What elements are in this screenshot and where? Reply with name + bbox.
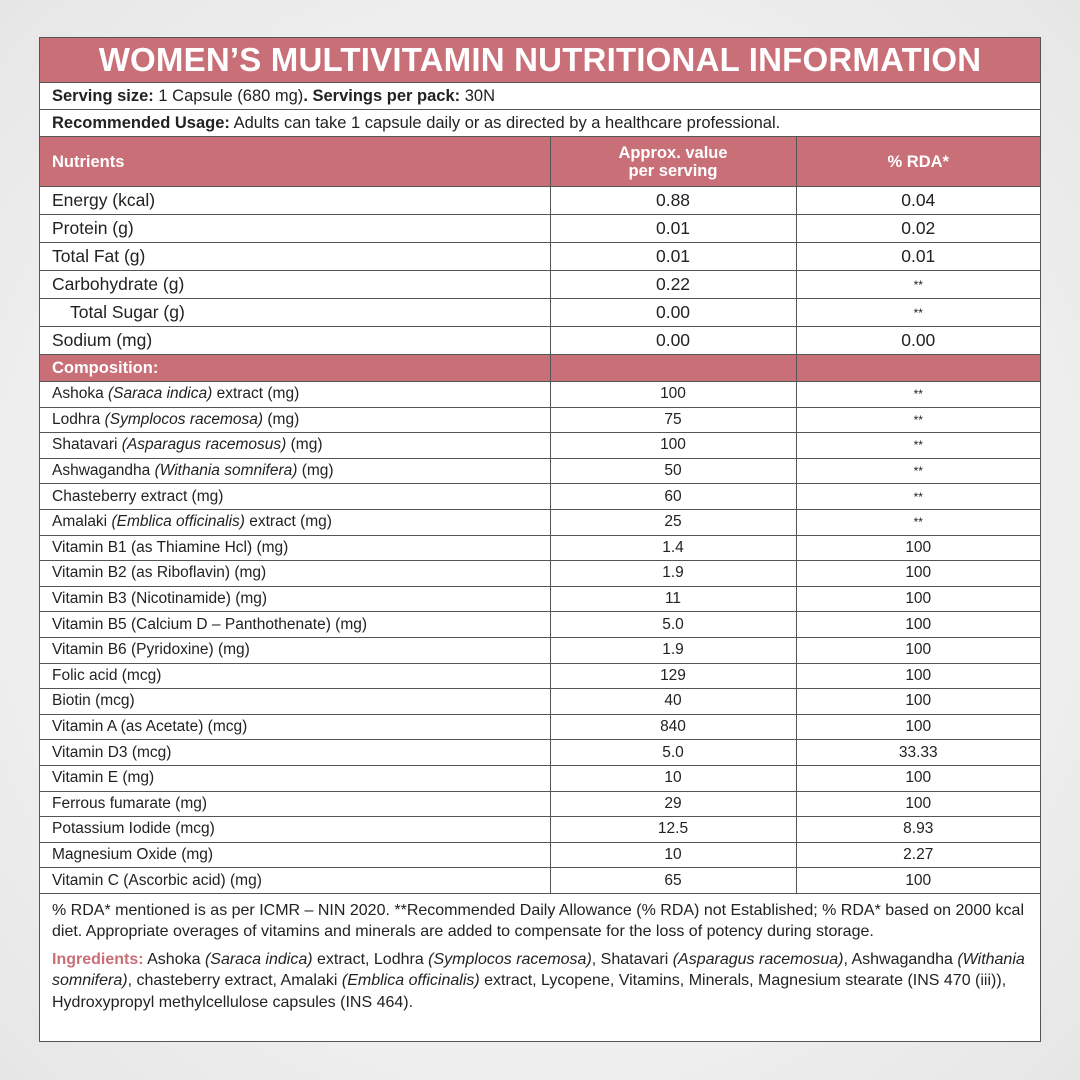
composition-name [40,689,550,715]
composition-name-suffix: extract (mg) [244,513,332,531]
table-row [40,458,1040,484]
composition-rda: 100 [796,663,1040,689]
composition-header-row [40,355,1040,382]
serving-size-value: 1 Capsule (680 mg) [158,87,304,105]
composition-rda: 100 [796,765,1040,791]
header-value [550,137,796,187]
composition-name [40,740,550,766]
panel-title: WOMEN’S MULTIVITAMIN NUTRITIONAL INFORMATION [40,38,1040,83]
composition-value: 50 [550,458,796,484]
composition-rda: 100 [796,689,1040,715]
ingredient-text: extract, Lodhra [312,950,429,968]
nutrient-name: Carbohydrate (g) [40,271,550,299]
composition-body [40,382,1040,894]
composition-label: Composition: [40,355,550,382]
composition-header-empty-1 [550,355,796,382]
composition-value: 840 [550,714,796,740]
nutrient-rda: ** [796,299,1040,327]
table-row [40,868,1040,894]
composition-rda: 2.27 [796,842,1040,868]
ingredient-text: Ashoka [143,950,205,968]
ingredient-scientific-name: (Saraca indica) [204,950,313,968]
composition-value: 1.9 [550,561,796,587]
usage-row [40,110,1040,137]
table-row [40,842,1040,868]
table-row [40,243,1040,271]
nutrient-name: Total Fat (g) [40,243,550,271]
composition-name [40,458,550,484]
table-row [40,689,1040,715]
ingredients-text [52,949,1028,1014]
composition-value: 25 [550,509,796,535]
composition-value: 12.5 [550,817,796,843]
nutrient-rda: 0.04 [796,187,1040,215]
nutrient-name: Total Sugar (g) [40,299,550,327]
composition-rda: 100 [796,714,1040,740]
composition-name [40,407,550,433]
nutrient-name: Energy (kcal) [40,187,550,215]
table-row [40,299,1040,327]
composition-rda: ** [796,382,1040,408]
ingredient-scientific-name: (Symplocos racemosa) [428,950,592,968]
table-row [40,561,1040,587]
composition-rda: 100 [796,561,1040,587]
servings-per-pack-label: . Servings per pack: [303,87,461,105]
footer [40,894,1040,1014]
nutrient-name: Protein (g) [40,215,550,243]
composition-value: 65 [550,868,796,894]
composition-rda: 100 [796,637,1040,663]
composition-name-text: Magnesium Oxide (mg) [52,845,214,863]
composition-name-text: Vitamin B6 (Pyridoxine) (mg) [52,641,250,659]
usage-label: Recommended Usage: [52,114,230,132]
header-value-line2: per serving [628,161,718,180]
composition-section [40,355,1040,382]
composition-name-text: Vitamin B3 (Nicotinamide) (mg) [52,590,268,608]
table-row [40,765,1040,791]
nutrient-value: 0.22 [550,271,796,299]
composition-name-text: Ferrous fumarate (mg) [52,794,208,812]
composition-scientific-name: (Emblica officinalis) [111,513,245,531]
table-row [40,612,1040,638]
nutrient-name: Sodium (mg) [40,327,550,355]
composition-rda: ** [796,509,1040,535]
table-row [40,586,1040,612]
table-row [40,817,1040,843]
composition-name-text: Amalaki [52,513,112,531]
composition-value: 10 [550,842,796,868]
composition-name-text: Biotin (mcg) [52,692,135,710]
table-row [40,740,1040,766]
composition-rda: 100 [796,791,1040,817]
usage-text: Adults can take 1 capsule daily or as directed by a healthcare professional. [233,114,781,132]
composition-name-suffix: (mg) [297,462,334,480]
ingredients-label: Ingredients: [52,950,144,968]
nutrient-rda: ** [796,271,1040,299]
ingredient-scientific-name: (Emblica officinalis) [341,972,480,990]
composition-rda: ** [796,484,1040,510]
ingredient-scientific-name: (Asparagus racemosua) [672,950,844,968]
composition-name [40,842,550,868]
composition-name-suffix: (mg) [263,410,300,428]
composition-name-text: Potassium Iodide (mcg) [52,820,215,838]
table-row [40,407,1040,433]
composition-value: 10 [550,765,796,791]
header-nutrients: Nutrients [40,137,550,187]
table-row [40,382,1040,408]
composition-value: 29 [550,791,796,817]
nutrient-value: 0.01 [550,215,796,243]
composition-name-text: Ashoka [52,385,109,403]
composition-name-text: Vitamin B1 (as Thiamine Hcl) (mg) [52,538,289,556]
nutrient-rda: 0.01 [796,243,1040,271]
composition-name [40,868,550,894]
table-row [40,663,1040,689]
composition-rda: 33.33 [796,740,1040,766]
table-row [40,714,1040,740]
composition-name [40,535,550,561]
composition-value: 40 [550,689,796,715]
composition-value: 100 [550,433,796,459]
composition-name-text: Vitamin B2 (as Riboflavin) (mg) [52,564,267,582]
ingredient-text: extract, Lycopene, Vitamins, Minerals, Magnesium stearate (INS 470 (iii)), Hydroxypropyl methylcellulose capsules (INS 464). [52,972,1007,1011]
nutrients-body [40,187,1040,355]
composition-scientific-name: (Asparagus racemosus) [121,436,287,454]
composition-value: 1.4 [550,535,796,561]
composition-value: 5.0 [550,740,796,766]
nutrient-value: 0.88 [550,187,796,215]
nutrition-panel [39,37,1041,1042]
composition-name [40,637,550,663]
composition-rda: ** [796,458,1040,484]
composition-rda: 8.93 [796,817,1040,843]
composition-value: 11 [550,586,796,612]
composition-name [40,714,550,740]
table-row [40,791,1040,817]
composition-name-text: Vitamin B5 (Calcium D – Panthothenate) (mg) [52,615,368,633]
composition-value: 5.0 [550,612,796,638]
table-row [40,509,1040,535]
table-header-row [40,137,1040,187]
composition-name [40,817,550,843]
composition-value: 129 [550,663,796,689]
serving-size-label: Serving size: [52,87,154,105]
composition-name [40,663,550,689]
composition-scientific-name: (Symplocos racemosa) [104,410,264,428]
composition-name-text: Chasteberry extract (mg) [52,487,224,505]
ingredient-text: , chasteberry extract, Amalaki [127,972,342,990]
nutrient-value: 0.00 [550,299,796,327]
table-row [40,433,1040,459]
composition-name-text: Folic acid (mcg) [52,666,162,684]
composition-name-text: Vitamin C (Ascorbic acid) (mg) [52,871,262,889]
table-row [40,484,1040,510]
composition-header-empty-2 [796,355,1040,382]
table-row [40,535,1040,561]
composition-rda: 100 [796,612,1040,638]
nutrient-value: 0.00 [550,327,796,355]
composition-name [40,433,550,459]
composition-value: 75 [550,407,796,433]
composition-rda: 100 [796,868,1040,894]
serving-info-row [40,83,1040,110]
nutrient-rda: 0.00 [796,327,1040,355]
composition-name [40,765,550,791]
composition-name [40,612,550,638]
nutrition-table [40,137,1040,894]
ingredient-text: , Shatavari [591,950,673,968]
composition-scientific-name: (Withania somnifera) [154,462,298,480]
composition-rda: 100 [796,586,1040,612]
header-value-line1: Approx. value [618,143,728,162]
composition-name-text: Vitamin A (as Acetate) (mcg) [52,718,248,736]
composition-rda: ** [796,407,1040,433]
composition-name [40,586,550,612]
composition-name-suffix: (mg) [286,436,323,454]
nutrient-rda: 0.02 [796,215,1040,243]
composition-name [40,561,550,587]
composition-name [40,484,550,510]
composition-name-text: Ashwagandha [52,462,155,480]
nutrient-value: 0.01 [550,243,796,271]
ingredient-text: , Ashwagandha [843,950,958,968]
composition-rda: ** [796,433,1040,459]
composition-name [40,382,550,408]
header-rda: % RDA* [796,137,1040,187]
composition-scientific-name: (Saraca indica) [108,385,213,403]
table-row [40,215,1040,243]
composition-name-text: Vitamin D3 (mcg) [52,743,172,761]
composition-value: 60 [550,484,796,510]
composition-name-text: Vitamin E (mg) [52,769,155,787]
table-row [40,187,1040,215]
servings-per-pack-value: 30N [464,87,496,105]
composition-value: 1.9 [550,637,796,663]
composition-name [40,791,550,817]
ingredient-scientific-name: (Withania somnifera) [52,950,1025,990]
composition-name-suffix: extract (mg) [212,385,300,403]
composition-value: 100 [550,382,796,408]
composition-rda: 100 [796,535,1040,561]
table-row [40,327,1040,355]
footnote: % RDA* mentioned is as per ICMR – NIN 2020. **Recommended Daily Allowance (% RDA) not Established; % RDA* based on 2000 kcal diet. Appropriate overages of vitamins and minerals are added to compensate for the loss of potency during storage. [52,901,1025,941]
composition-name-text: Shatavari [52,436,122,454]
composition-name-text: Lodhra [52,410,105,428]
table-row [40,271,1040,299]
composition-name [40,509,550,535]
table-row [40,637,1040,663]
